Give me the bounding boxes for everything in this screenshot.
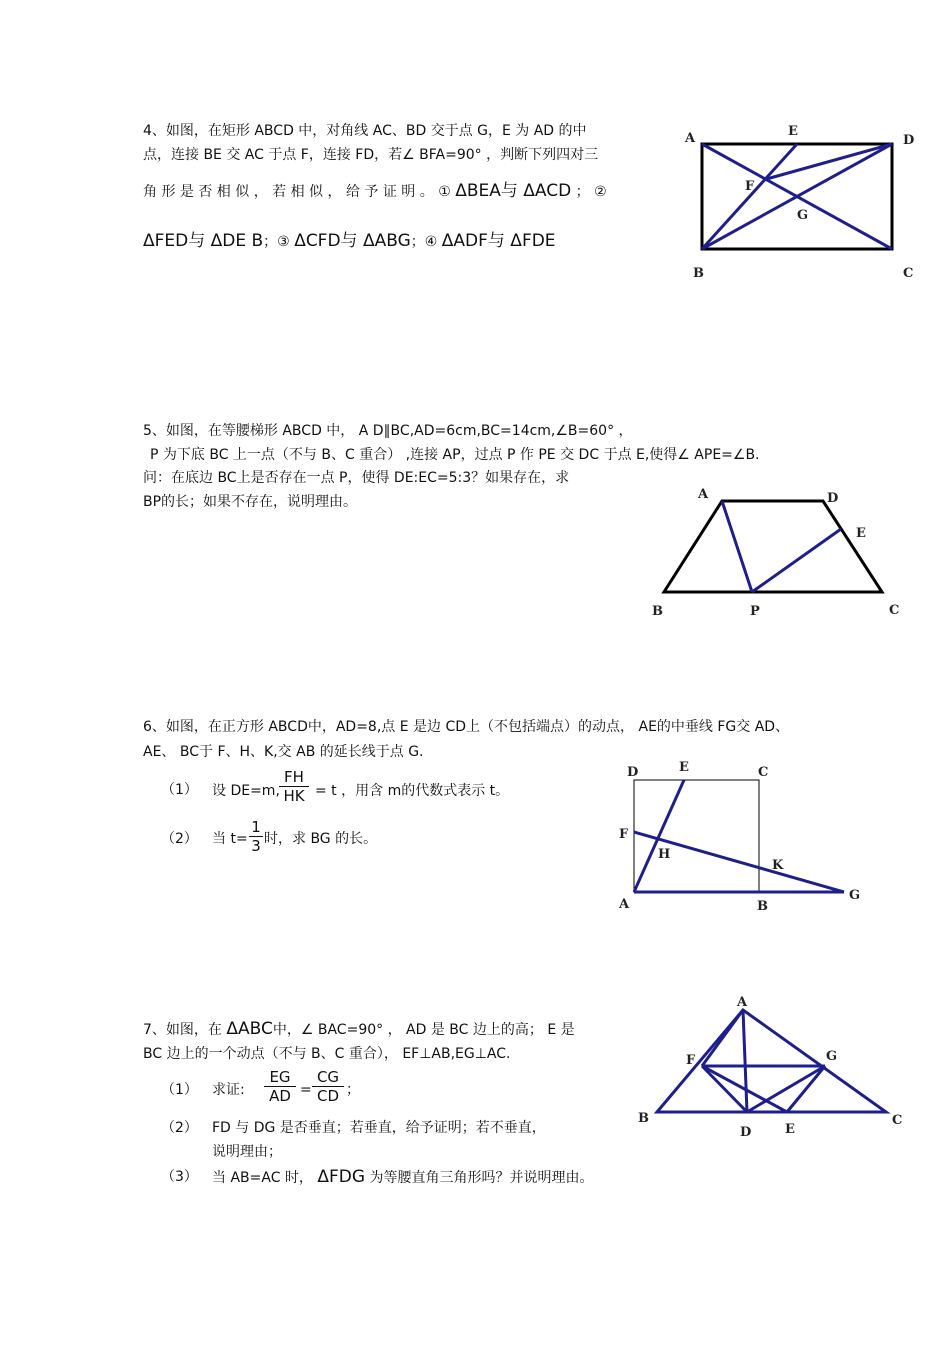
p7-q1-equals: = xyxy=(300,1082,312,1098)
p4-line3 xyxy=(143,182,607,201)
p7-q3-number: （3） xyxy=(161,1169,198,1185)
p6-line2: AE、 BC于 F、H、K,交 AB 的延长线于点 G. xyxy=(143,744,424,760)
p7-label-d: D xyxy=(740,1125,752,1140)
p7-q1-prefix: 求证: xyxy=(212,1082,245,1098)
p4-sep3: ；③ xyxy=(263,234,290,250)
p5-label-c: C xyxy=(889,603,900,618)
p7-line2: BC 边上的一个动点（不与 B、C 重合）， EF⊥AB,EG⊥AC. xyxy=(143,1046,511,1062)
p6-q1-fraction xyxy=(279,768,309,805)
p4-line1: 4、如图，在矩形 ABCD 中，对角线 AC、BD 交于点 G，E 为 AD 的中 xyxy=(143,123,587,139)
p5-label-p: P xyxy=(750,604,760,619)
p4-line3a: 角 形 是 否 相 似 ， 若 相 似 ， 给 予 证 明 。 ① xyxy=(143,184,451,200)
p7-q3-prefix: 当 AB=AC 时， xyxy=(212,1170,313,1186)
p4-line4 xyxy=(143,232,556,251)
p7-line1c: 中，∠ BAC=90° ， AD 是 BC 边上的高； E 是 xyxy=(272,1022,575,1038)
p4-line2: 点，连接 BE 交 AC 于点 F，连接 FD，若∠ BFA=90° ，判断下列四对三 xyxy=(143,147,599,163)
p6-label-h: H xyxy=(658,847,671,862)
p7-q1-fraction1-denominator: AD xyxy=(264,1086,296,1105)
p4-sep4: ；④ xyxy=(410,234,438,250)
p7-label-f: F xyxy=(686,1053,696,1068)
p6-label-d: D xyxy=(627,765,639,780)
p5-label-b: B xyxy=(652,604,663,619)
p6-figure-square xyxy=(610,758,870,918)
p4-label-a: A xyxy=(685,131,696,146)
p7-q3-suffix: 为等腰直角三角形吗？并说明理由。 xyxy=(369,1170,594,1186)
p4-pair4: ΔADF与 ΔFDE xyxy=(441,231,556,251)
p5-line1: 5、如图，在等腰梯形 ABCD 中， A D∥BC,AD=6cm,BC=14cm,∠B=60° ， xyxy=(143,423,633,439)
p7-q1-fraction1 xyxy=(264,1068,296,1105)
p4-figure-rectangle xyxy=(675,120,925,285)
p7-q1-fraction2 xyxy=(312,1068,344,1105)
p5-line4: BP的长；如果不存在，说明理由。 xyxy=(143,494,358,510)
p6-q1-fraction-denominator: HK xyxy=(279,786,309,805)
p7-label-e: E xyxy=(785,1122,795,1137)
p6-label-e: E xyxy=(679,760,689,775)
p7-line1 xyxy=(143,1020,575,1039)
p6-q1-suffix: = t ，用含 m的代数式表示 t。 xyxy=(315,783,510,799)
p7-q2-text2: 说明理由； xyxy=(212,1144,282,1160)
p6-label-c: C xyxy=(758,765,769,780)
p6-q1-fraction-numerator: FH xyxy=(284,768,304,786)
p6-q2-number: （2） xyxy=(161,831,198,847)
p7-label-b: B xyxy=(638,1111,649,1126)
p4-pair3: ΔCFD与 ΔABG xyxy=(294,231,411,251)
p7-label-a: A xyxy=(737,995,748,1010)
p6-label-a: A xyxy=(619,897,630,912)
p5-figure-trapezoid xyxy=(645,485,915,625)
p4-line3c: ； ② xyxy=(575,184,607,200)
p6-label-g: G xyxy=(849,888,861,903)
p4-label-g: G xyxy=(797,208,809,223)
p5-label-a: A xyxy=(698,487,709,502)
p5-line3: 问：在底边 BC上是否存在一点 P，使得 DE:EC=5:3？如果存在，求 xyxy=(143,470,570,486)
p4-label-f: F xyxy=(745,179,755,194)
p4-label-c: C xyxy=(903,266,914,281)
p6-q2-fraction xyxy=(249,818,263,855)
p6-label-k: K xyxy=(772,858,784,873)
p5-label-d: D xyxy=(827,491,839,506)
p5-line2: P 为下底 BC 上一点（不与 B、C 重合） ,连接 AP，过点 P 作 PE 交 DC 于点 E,使得∠ APE=∠B. xyxy=(150,447,760,463)
p4-pair2: ΔFED与 ΔDE B xyxy=(143,231,264,251)
p7-q2-number: （2） xyxy=(161,1120,198,1136)
p6-q2-fraction-denominator: 3 xyxy=(249,836,263,855)
p7-q3 xyxy=(212,1168,594,1187)
p6-q2-suffix: 时，求 BG 的长。 xyxy=(264,831,378,847)
p7-line1a: 7、如图，在 xyxy=(143,1022,222,1038)
p6-q2-prefix: 当 t= xyxy=(212,831,248,847)
p4-label-b: B xyxy=(693,266,704,281)
p6-label-f: F xyxy=(619,827,629,842)
p4-label-e: E xyxy=(788,124,798,139)
p6-label-b: B xyxy=(757,899,768,914)
p7-label-g: G xyxy=(826,1049,838,1064)
p7-q1-fraction2-denominator: CD xyxy=(312,1086,344,1105)
p6-q1-prefix: 设 DE=m, xyxy=(212,783,280,799)
p7-q2-text: FD 与 DG 是否垂直；若垂直，给予证明；若不垂直， xyxy=(212,1120,546,1136)
p6-q1-number: （1） xyxy=(161,782,198,798)
p6-line1: 6、如图，在正方形 ABCD中，AD=8,点 E 是边 CD上（不包括端点）的动点， AE的中垂线 FG交 AD、 xyxy=(143,719,790,735)
p7-q1-fraction2-numerator: CG xyxy=(316,1068,340,1086)
p7-q1-fraction1-numerator: EG xyxy=(269,1068,291,1086)
p4-label-d: D xyxy=(903,133,915,148)
p7-triangle-fdg: ΔFDG xyxy=(317,1167,366,1187)
p5-label-e: E xyxy=(856,526,866,541)
p4-pair1: ΔBEA与 ΔACD xyxy=(455,181,572,201)
p7-triangle-abc: ΔABC xyxy=(226,1019,273,1039)
p7-figure-triangle xyxy=(630,992,910,1142)
p7-q1-suffix: ； xyxy=(346,1082,360,1098)
p6-q2-fraction-numerator: 1 xyxy=(251,818,261,836)
p7-q1-number: （1） xyxy=(161,1082,198,1098)
p7-label-c: C xyxy=(892,1113,903,1128)
